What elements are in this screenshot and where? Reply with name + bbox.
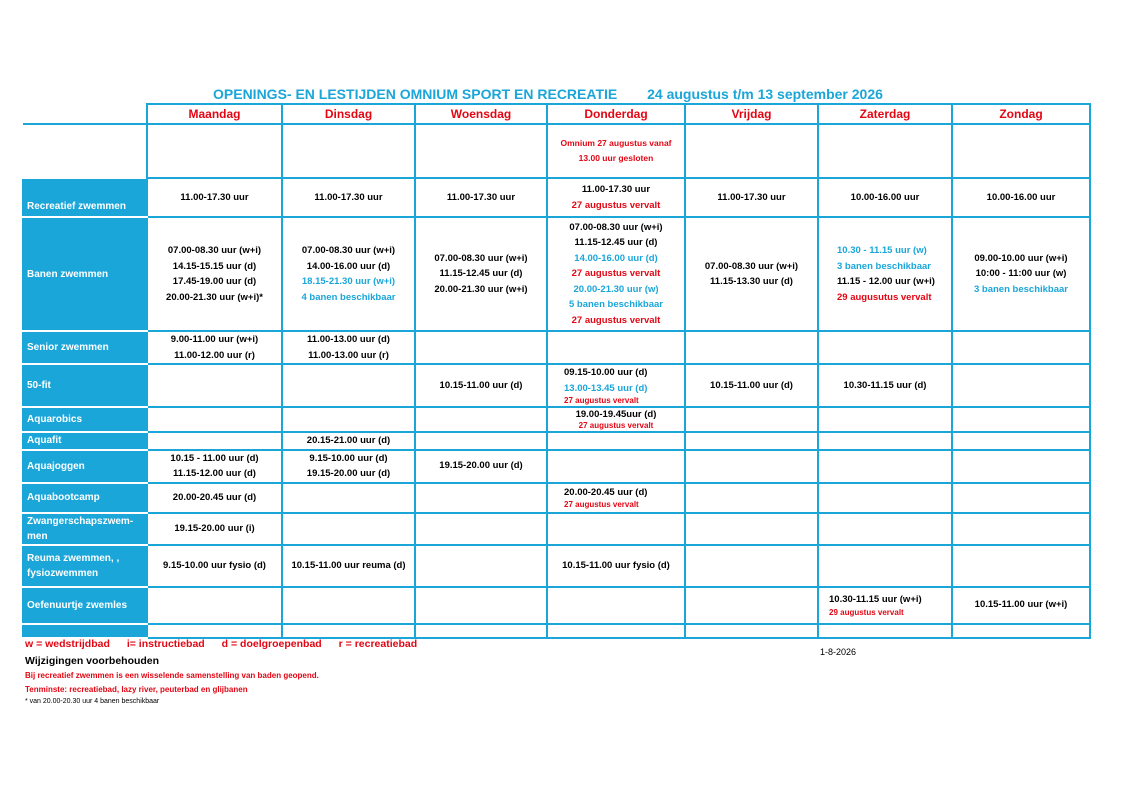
legend [25,638,431,650]
schedule-cell [547,513,685,545]
availability-note: 3 banen beschikbaar [837,260,931,272]
day-header: Dinsdag [282,104,415,124]
time-line: 10.30-11.15 uur (w+i) [829,594,922,606]
closure-line: 13.00 uur gesloten [578,153,654,163]
schedule-cell [952,513,1090,545]
schedule-cell [685,124,818,178]
schedule-cell [282,483,415,513]
time-line: 20.00-21.30 uur (w) [573,283,659,295]
row-50-fit [23,364,1090,407]
schedule-cell [685,545,818,587]
time-line: 9.00-11.00 uur (w+i) [170,334,259,345]
row-label: Aquafit [23,432,147,450]
time-line: 07.00-08.30 uur (w+i) [434,252,528,264]
cancel-note: 27 augustus vervalt [564,396,639,405]
time-line: 10:00 - 11:00 uur (w) [975,268,1067,280]
row-label: Oefenuurtje zwemles [23,587,147,624]
time-line: 07.00-08.30 uur (w+i) [704,260,799,272]
schedule-cell [818,450,952,483]
row-aquafit [23,432,1090,450]
schedule-cell [818,587,952,624]
time-line: 07.00-08.30 uur (w+i) [301,245,396,256]
row-label [23,545,147,587]
time-line: 11.00-13.00 uur (d) [307,334,390,345]
row-label-line: Zwangerschapszwem- [27,515,134,527]
time-line: 19.00-19.45uur (d) [575,408,657,420]
schedule-cell [685,432,818,450]
schedule-cell [685,513,818,545]
schedule-cell [282,364,415,407]
cancel-note: 27 augustus vervalt [578,420,654,430]
row-label: Aquarobics [23,407,147,432]
schedule-cell: 20.00-20.45 uur (d) [147,483,282,513]
day-header: Donderdag [547,104,685,124]
schedule-cell [147,407,282,432]
schedule-cell [818,407,952,432]
schedule-cell [952,483,1090,513]
schedule-cell [547,483,685,513]
schedule-cell [147,124,282,178]
schedule-cell [952,364,1090,407]
schedule-cell [547,450,685,483]
page-title [213,86,883,102]
schedule-cell [818,217,952,331]
row-label [23,624,147,638]
schedule-cell [547,587,685,624]
closure-line: Omnium 27 augustus vanaf [560,138,672,148]
time-line: 20.00-21.30 uur (w+i)* [166,291,263,303]
schedule-cell [147,432,282,450]
cancel-note: 27 augustus vervalt [564,500,639,510]
time-line: 14.00-16.00 uur (d) [306,260,391,272]
schedule-cell: 10.00-16.00 uur [818,178,952,217]
schedule-cell [415,513,547,545]
schedule-cell [147,331,282,364]
day-header: Maandag [147,104,282,124]
cancel-note: 29 augusutus vervalt [837,291,932,303]
time-line: 11.15 - 12.00 uur (w+i) [837,276,935,287]
schedule-cell: 10.30-11.15 uur (d) [818,364,952,407]
schedule-cell [547,178,685,217]
schedule-cell [685,407,818,432]
schedule-cell: 10.15-11.00 uur fysio (d) [547,545,685,587]
schedule-cell [547,624,685,638]
time-line: 07.00-08.30 uur (w+i) [569,221,663,233]
schedule-cell [282,587,415,624]
time-line: 18.15-21.30 uur (w+i) [301,276,396,287]
row-label: Senior zwemmen [23,331,147,364]
schedule-cell [818,624,952,638]
schedule-cell [282,624,415,638]
minimum-pools-note: Tenminste: recreatiebad, lazy river, peuterbad en glijbanen [25,685,248,694]
cancel-note: 27 augustus vervalt [571,199,661,211]
closure-notice [547,124,685,178]
period-text: 24 augustus t/m 13 september 2026 [647,86,883,102]
day-header: Vrijdag [685,104,818,124]
time-line: 14.00-16.00 uur (d) [574,252,658,264]
row-label: Aquajoggen [23,450,147,483]
time-line: 14.15-15.15 uur (d) [172,260,257,272]
schedule-cell [818,513,952,545]
schedule-cell [415,432,547,450]
schedule-cell: 10.00-16.00 uur [952,178,1090,217]
row-label: Banen zwemmen [23,217,147,331]
schedule-cell [952,432,1090,450]
schedule-cell [818,124,952,178]
recreation-note: Bij recreatief zwemmen is een wisselende samenstelling van baden geopend. [25,671,319,680]
schedule-cell: 20.15-21.00 uur (d) [282,432,415,450]
schedule-cell [952,124,1090,178]
schedule-cell [415,331,547,364]
schedule-cell [415,624,547,638]
schedule-cell: 19.15-20.00 uur (d) [415,450,547,483]
time-line: 13.00-13.45 uur (d) [564,382,648,394]
schedule-cell [282,331,415,364]
schedule-table [22,103,1091,639]
row-label-line: men [27,530,48,542]
row-aquajoggen [23,450,1090,483]
schedule-cell [282,513,415,545]
availability-note: 4 banen beschikbaar [301,291,396,303]
schedule-cell [818,483,952,513]
day-header: Woensdag [415,104,547,124]
schedule-cell [415,407,547,432]
schedule-cell [147,364,282,407]
row-banen-zwemmen [23,217,1090,331]
time-line: 17.45-19.00 uur (d) [172,276,257,287]
time-line: 19.15-20.00 uur (d) [306,468,391,479]
schedule-cell [282,124,415,178]
schedule-cell [818,432,952,450]
schedule-cell [952,217,1090,331]
cancel-note: 27 augustus vervalt [571,268,661,280]
time-line: 09.15-10.00 uur (d) [564,367,648,378]
schedule-cell [685,331,818,364]
notice-row [23,124,1090,178]
footnote: * van 20.00-20.30 uur 4 banen beschikbaar [25,698,160,705]
schedule-cell [685,450,818,483]
time-line: 10.15 - 11.00 uur (d) [170,452,259,464]
row-aquarobics [23,407,1090,432]
legend-item: w = wedstrijdbad [25,638,110,650]
schedule-cell [685,217,818,331]
row-label-line: fysiozwemmen [27,567,99,579]
schedule-cell: 10.15-11.00 uur reuma (d) [282,545,415,587]
time-line: 20.00-21.30 uur (w+i) [434,283,528,295]
schedule-cell [547,217,685,331]
schedule-cell [147,217,282,331]
row-aquabootcamp [23,483,1090,513]
row-label: 50-fit [23,364,147,407]
schedule-cell: 11.00-17.30 uur [685,178,818,217]
row-recreatief-zwemmen [23,178,1090,217]
availability-note: 3 banen beschikbaar [974,283,1068,295]
schedule-cell: 10.15-11.00 uur (d) [415,364,547,407]
legend-item: i= instructiebad [126,638,205,650]
schedule-cell [685,483,818,513]
day-header: Zondag [952,104,1090,124]
schedule-cell [952,450,1090,483]
schedule-cell [952,624,1090,638]
schedule-cell [685,587,818,624]
row-label-line: Reuma zwemmen, , [27,552,120,564]
schedule-cell: 11.00-17.30 uur [415,178,547,217]
schedule-cell [282,407,415,432]
time-line: 9.15-10.00 uur (d) [309,452,388,464]
schedule-cell [547,432,685,450]
schedule-cell [147,450,282,483]
time-line: 11.15-12.45 uur (d) [574,237,658,249]
schedule-cell [282,450,415,483]
row-reuma-fysiozwemmen [23,545,1090,587]
schedule-cell [415,483,547,513]
time-line: 07.00-08.30 uur (w+i) [167,245,262,256]
legend-item: r = recreatiebad [338,638,418,650]
time-line: 09.00-10.00 uur (w+i) [974,252,1068,264]
schedule-cell: 10.15-11.00 uur (w+i) [952,587,1090,624]
day-header: Zaterdag [818,104,952,124]
schedule-cell [685,624,818,638]
schedule-cell [415,587,547,624]
schedule-cell [818,545,952,587]
schedule-cell [818,331,952,364]
time-line: 11.15-13.30 uur (d) [710,276,793,287]
schedule-cell [282,217,415,331]
title-text: OPENINGS- EN LESTIJDEN OMNIUM SPORT EN RECREATIE [213,86,618,102]
header-row [23,104,1090,124]
changes-note: Wijzigingen voorbehouden [25,655,160,667]
row-empty [23,624,1090,638]
schedule-cell [415,217,547,331]
blank-label-cell [23,124,147,178]
schedule-cell: 10.15-11.00 uur (d) [685,364,818,407]
time-line: 11.00-17.30 uur [581,184,651,195]
schedule-cell [415,545,547,587]
schedule-cell [547,407,685,432]
row-senior-zwemmen [23,331,1090,364]
row-oefenuurtje-zwemles [23,587,1090,624]
time-line: 10.30 - 11.15 uur (w) [837,245,927,256]
time-line: 11.15-12.00 uur (d) [173,468,256,479]
row-label: Aquabootcamp [23,483,147,513]
schedule-cell [547,331,685,364]
row-label: Recreatief zwemmen [23,178,147,217]
time-line: 11.00-13.00 uur (r) [308,349,389,361]
schedule-cell [547,364,685,407]
schedule-cell [952,545,1090,587]
availability-note: 5 banen beschikbaar [569,299,663,311]
row-label [23,513,147,545]
schedule-cell: 11.00-17.30 uur [282,178,415,217]
schedule-cell [147,624,282,638]
schedule-cell [952,331,1090,364]
time-line: 11.15-12.45 uur (d) [439,268,523,280]
cancel-note: 27 augustus vervalt [571,314,661,326]
schedule-cell: 9.15-10.00 uur fysio (d) [147,545,282,587]
schedule-cell [415,124,547,178]
legend-item: d = doelgroepenbad [221,638,322,650]
schedule-cell [147,587,282,624]
time-line: 11.00-12.00 uur (r) [174,349,255,361]
schedule-cell [952,407,1090,432]
schedule-cell: 19.15-20.00 uur (i) [147,513,282,545]
time-line: 20.00-20.45 uur (d) [564,486,648,498]
row-zwangerschapszwemmen [23,513,1090,545]
corner-cell [23,104,147,124]
cancel-note: 29 augustus vervalt [829,607,904,617]
schedule-cell: 11.00-17.30 uur [147,178,282,217]
document-date: 1-8-2026 [820,647,857,657]
